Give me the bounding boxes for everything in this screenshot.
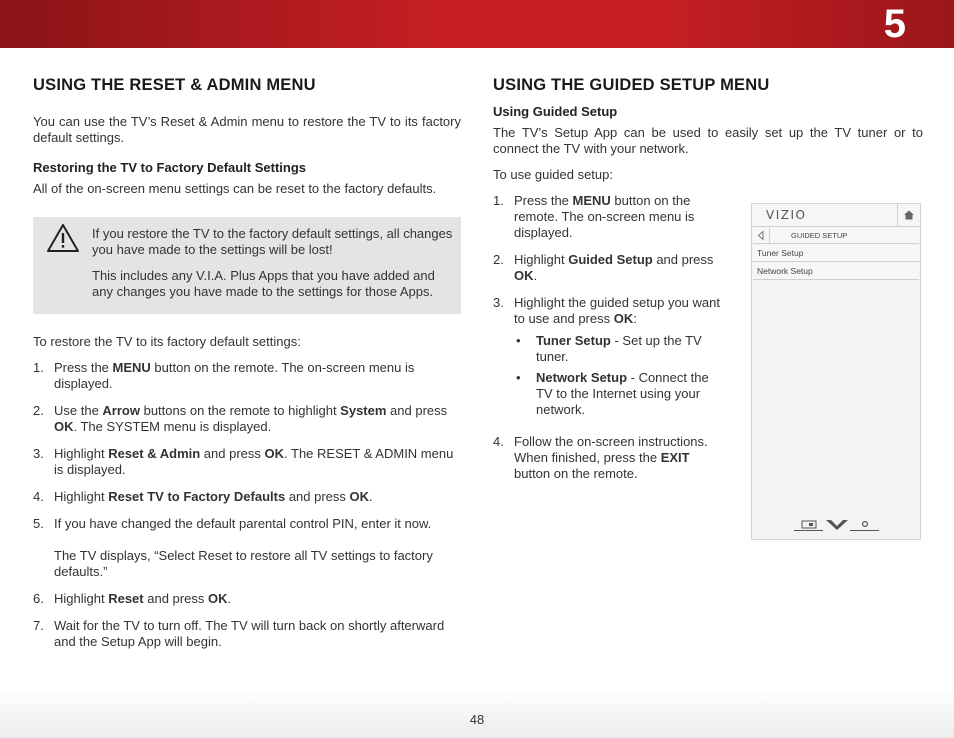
chapter-number: 5 <box>883 2 906 46</box>
reset-admin-title: USING THE RESET & ADMIN MENU <box>33 76 316 94</box>
list-item: 1. Press the MENU button on the remote. The on-screen menu is displayed. <box>493 193 695 240</box>
tv-menu-header <box>752 204 920 227</box>
restore-subtext: All of the on-screen menu settings can be reset to the factory defaults. <box>33 181 437 196</box>
list-item: • Tuner Setup - Set up the TV tuner. <box>516 333 702 364</box>
tv-menu-subheader <box>753 228 919 244</box>
warning-text-1: If you restore the TV to the factory default settings, all changes you have made to the settings will be lost! <box>92 226 453 257</box>
wide-icon[interactable] <box>794 518 824 537</box>
tv-menu-item-tuner-setup[interactable]: Tuner Setup <box>753 245 919 262</box>
list-item: 3. Highlight Reset & Admin and press OK. The RESET & ADMIN menu is displayed. <box>33 446 454 477</box>
page-number: 48 <box>469 712 485 727</box>
reset-admin-intro: You can use the TV’s Reset & Admin menu to restore the TV to its factory default settings. <box>33 114 461 145</box>
vizio-v-icon[interactable] <box>825 518 849 537</box>
guided-setup-intro: The TV’s Setup App can be used to easily set up the TV tuner or to connect the TV with your network. <box>493 125 923 156</box>
home-icon[interactable] <box>897 204 920 226</box>
warning-triangle-icon <box>46 223 80 258</box>
warning-text-2: This includes any V.I.A. Plus Apps that you have added and any changes you have made to the settings for those Apps. <box>92 268 435 299</box>
list-item: 7. Wait for the TV to turn off. The TV will turn back on shortly afterward and the Setup App will begin. <box>33 618 445 649</box>
left-column <box>33 74 461 650</box>
header-bar <box>0 0 954 48</box>
guided-setup-subheading: Using Guided Setup <box>493 104 618 119</box>
list-item: • Network Setup - Connect the TV to the Internet using your network. <box>516 370 709 417</box>
list-item: 4. Follow the on-screen instructions. When finished, press the EXIT button on the remote. <box>493 434 708 481</box>
restore-subheading: Restoring the TV to Factory Default Settings <box>33 160 307 175</box>
tv-menu-screenshot <box>751 203 921 540</box>
settings-icon[interactable] <box>850 518 880 537</box>
warning-box <box>33 217 461 314</box>
list-item: 2. Use the Arrow buttons on the remote to highlight System and press OK. The SYSTEM menu is displayed. <box>33 403 448 434</box>
list-item: 1. Press the MENU button on the remote. The on-screen menu is displayed. <box>33 360 415 391</box>
restore-intro: To restore the TV to its factory default settings: <box>33 334 301 349</box>
tv-menu-title: GUIDED SETUP <box>791 231 848 240</box>
tv-menu-bottom-bar <box>794 518 884 532</box>
guided-setup-to-use: To use guided setup: <box>493 167 613 182</box>
guided-options <box>514 333 725 418</box>
back-arrow-icon[interactable] <box>753 228 770 243</box>
tv-menu-item-network-setup[interactable]: Network Setup <box>753 263 919 280</box>
guided-steps <box>493 193 725 482</box>
list-item: 2. Highlight Guided Setup and press OK. <box>493 252 714 283</box>
guided-setup-title: USING THE GUIDED SETUP MENU <box>493 76 770 94</box>
list-item: 3. Highlight the guided setup you want to use and press OK: • Tuner Setup - Set up the TV tuner. • Network Setup - Connect the TV to the Internet using your network. <box>493 295 725 418</box>
list-item: 5. If you have changed the default parental control PIN, enter it now. The TV displays, “Select Reset to restore all TV settings to factory defaults.” <box>33 516 433 579</box>
reset-steps <box>33 360 461 650</box>
vizio-logo: VIZIO <box>766 208 807 222</box>
list-item: 6. Highlight Reset and press OK. <box>33 591 232 606</box>
list-item: 4. Highlight Reset TV to Factory Defaults and press OK. <box>33 489 373 504</box>
